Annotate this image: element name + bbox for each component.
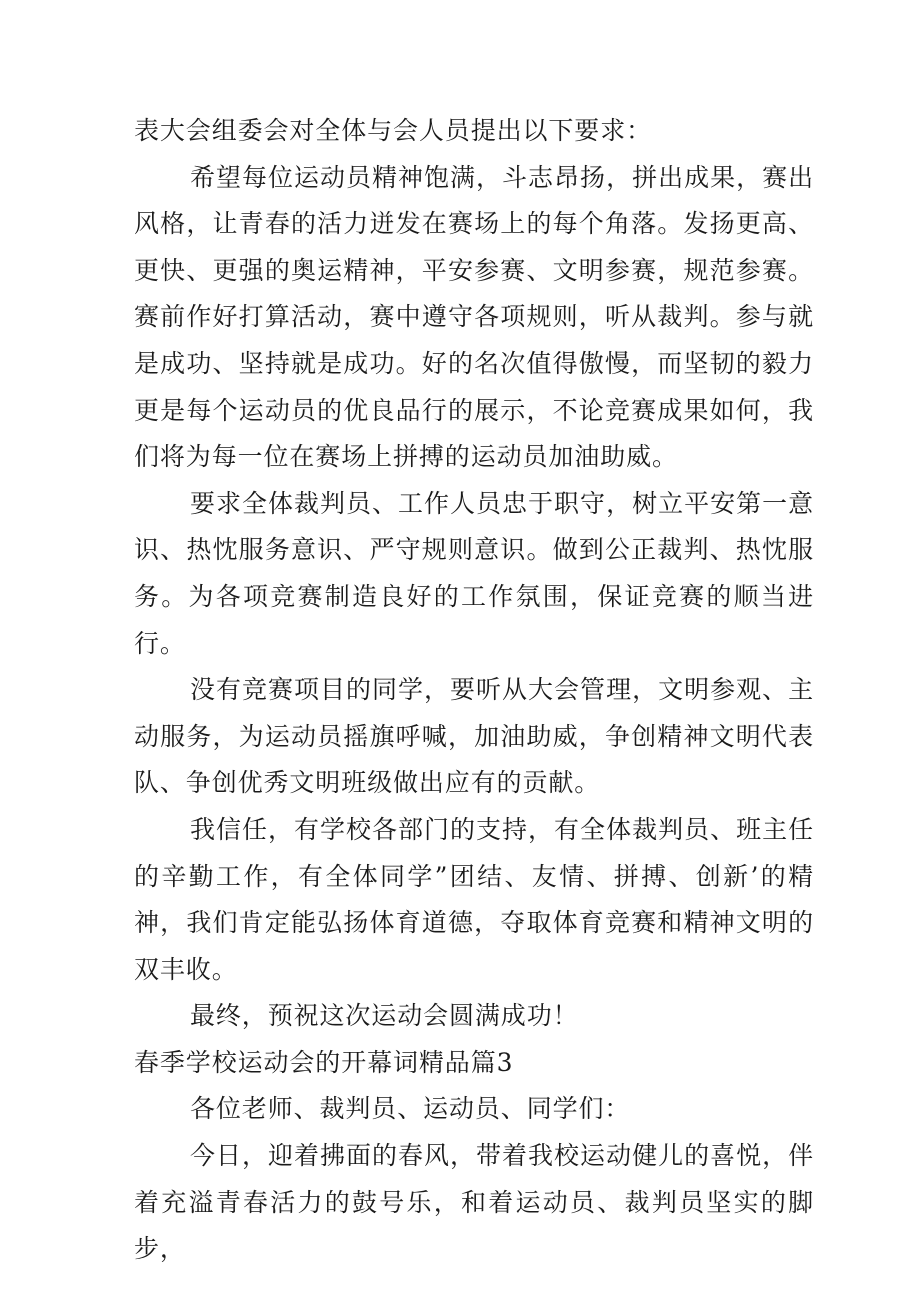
paragraph-athletes: 希望每位运动员精神饱满，斗志昂扬，拼出成果，赛出风格，让青春的活力迸发在赛场上的每个角落。发扬更高、更快、更强的奥运精神，平安参赛、文明参赛，规范参赛。赛前作好打算活动，赛中遵守各项规则，听从裁判。参与就是成功、坚持就是成功。好的名次值得傲慢，而坚韧的毅力更是每个运动员的优良品行的展示，不论竞赛成果如何，我们将为每一位在赛场上拼搏的运动员加油助威。 [134, 162, 814, 472]
paragraph-opening: 今日，迎着拂面的春风，带着我校运动健儿的喜悦，伴着充溢青春活力的鼓号乐，和着运动员、裁判员坚实的脚步， [134, 1141, 814, 1264]
paragraph-closing-wish: 最终，预祝这次运动会圆满成功！ [190, 1001, 579, 1031]
paragraph-requirements-intro: 表大会组委会对全体与会人员提出以下要求： [134, 116, 653, 145]
paragraph-referees: 要求全体裁判员、工作人员忠于职守，树立平安第一意识、热忱服务意识、严守规则意识。做到公正裁判、热忱服务。为各项竞赛制造良好的工作氛围，保证竞赛的顺当进行。 [134, 488, 814, 658]
paragraph-salutation: 各位老师、裁判员、运动员、同学们： [190, 1094, 631, 1124]
document-body [134, 108, 814, 1273]
paragraph-spectators: 没有竞赛项目的同学，要听从大会管理，文明参观、主动服务，为运动员摇旗呼喊，加油助威，争创精神文明代表队、争创优秀文明班级做出应有的贡献。 [134, 675, 814, 798]
section-heading: 春季学校运动会的开幕词精品篇3 [134, 1047, 514, 1077]
paragraph-confidence: 我信任，有学校各部门的支持，有全体裁判员、班主任的辛勤工作，有全体同学”团结、友情、拼搏、创新’的精神，我们肯定能弘扬体育道德，夺取体育竞赛和精神文明的双丰收。 [134, 814, 814, 984]
